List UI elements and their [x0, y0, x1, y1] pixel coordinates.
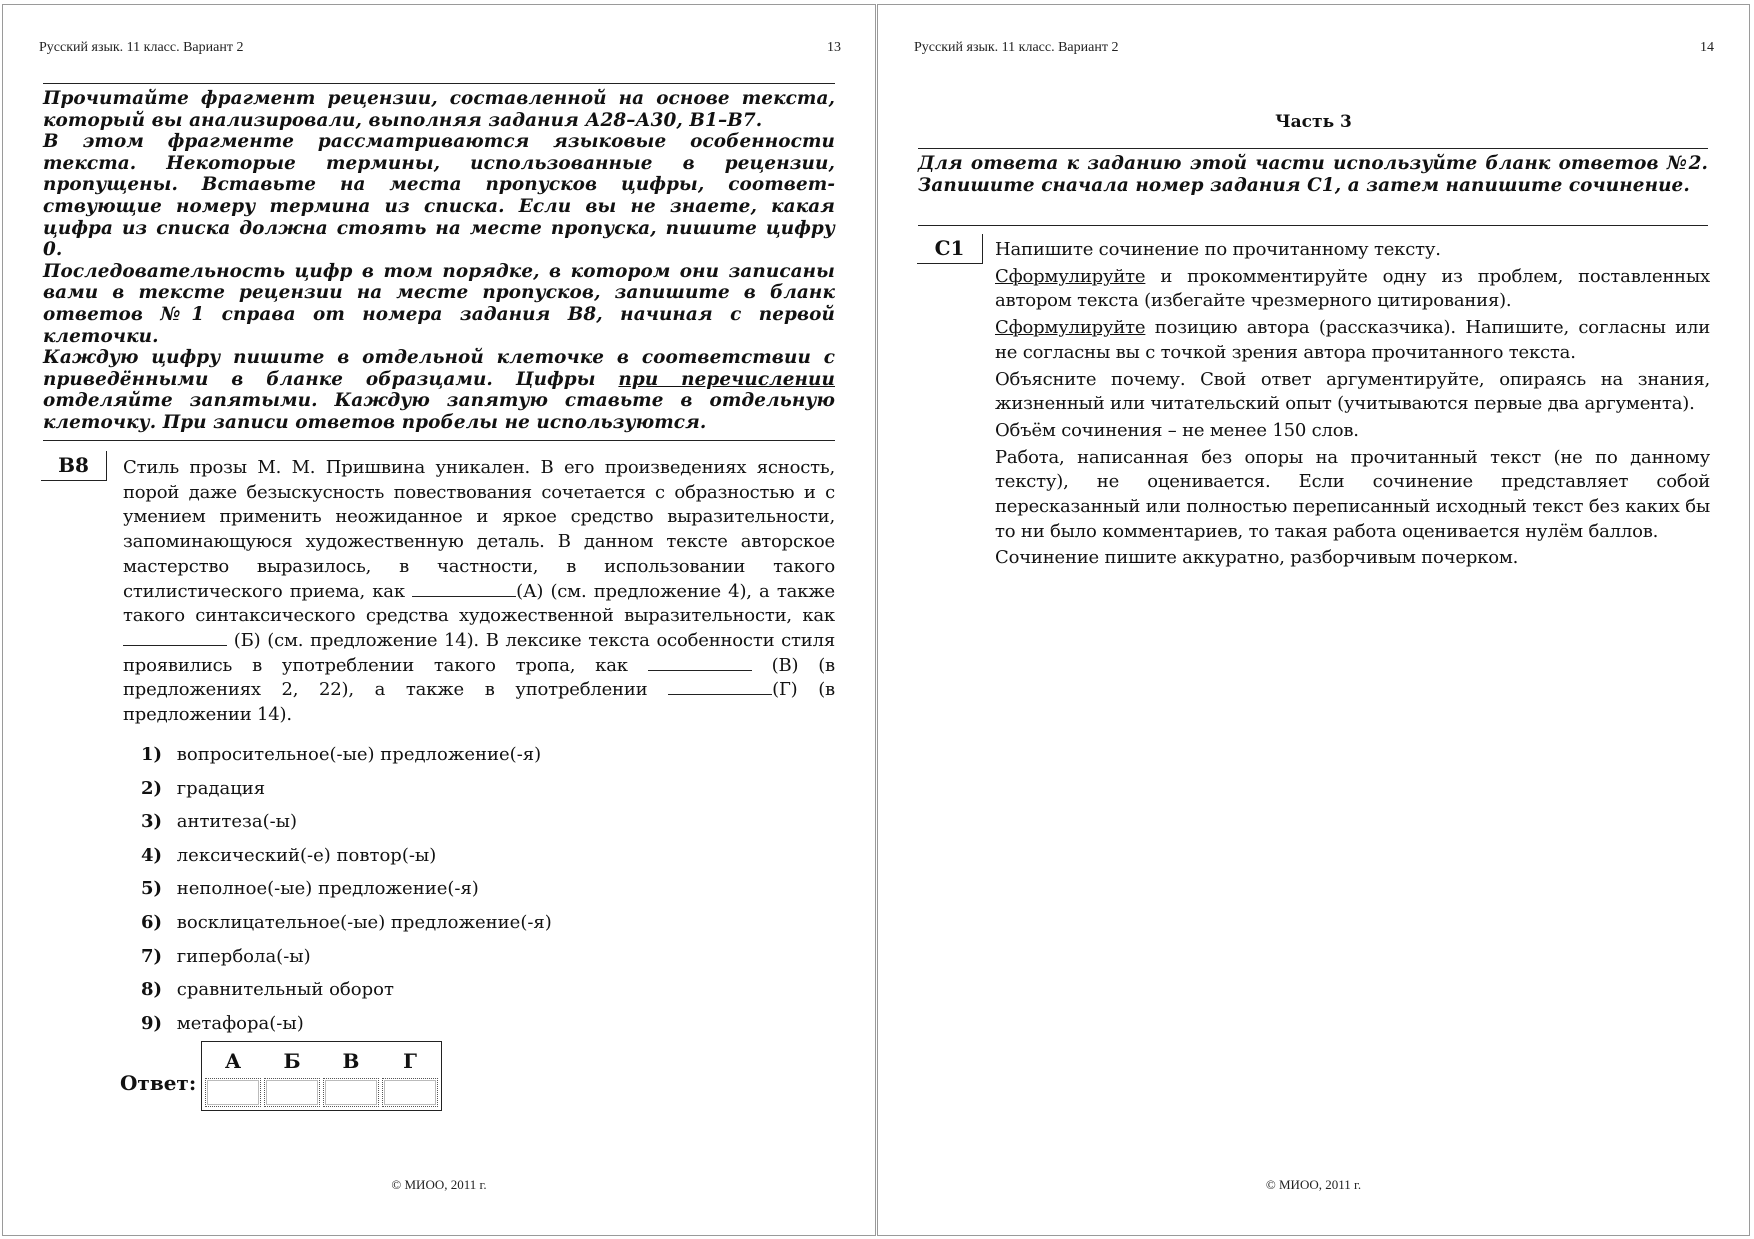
answer-column-letter: Г — [403, 1049, 417, 1073]
answer-cell-input[interactable] — [205, 1078, 261, 1107]
answer-column-letter: Б — [283, 1049, 301, 1073]
instructions-paragraph — [43, 347, 835, 433]
answer-column — [264, 1046, 320, 1107]
list-item: 6) восклицательное(-ые) предложение(-я) — [141, 911, 552, 933]
instructions-paragraph: Прочитайте фрагмент рецензии, составленной на основе текста, который вы анализировали, выполняя задания А28–А30, В1–В7. — [43, 88, 835, 131]
list-item: 8) сравнительный оборот — [141, 979, 394, 1001]
answer-cell-input[interactable] — [382, 1078, 438, 1107]
review-text-part: (Б) (см. предложение 14). В лексике текста особенности стиля проявились в употреблении такого тропа, как — [123, 629, 835, 676]
right-page — [877, 4, 1750, 1236]
list-item: 5) неполное(-ые) предложение(-я) — [141, 878, 479, 900]
page-header: Русский язык. 11 класс. Вариант 2 — [39, 40, 244, 55]
term-list — [141, 743, 552, 1045]
blank-b — [123, 632, 227, 646]
page-footer: © МИОО, 2011 г. — [391, 1177, 487, 1192]
review-text-part: Стиль прозы М. М. Пришвина уникален. В его произведениях ясность, порой даже безыскусность повествования сочетается с образностью и с умением применить неожиданное и яркое средство выразительности, запоминающуюся художественную деталь. В данном тексте авторское мастерство выразилось, в частности, в использовании такого стилистического приема, как — [123, 457, 835, 602]
page-header: Русский язык. 11 класс. Вариант 2 — [914, 40, 1119, 55]
blank-g — [668, 681, 772, 695]
task-paragraph: Объём сочинения – не менее 150 слов. — [995, 419, 1359, 441]
left-page — [2, 4, 876, 1236]
answer-column-letter: А — [224, 1049, 242, 1073]
list-item: 9) метафора(-ы) — [141, 1012, 304, 1034]
list-item: 2) градация — [141, 777, 266, 799]
instructions-paragraph: В этом фрагменте рассматриваются языковые особенности текста. Некоторые термины, использованные в рецензии, пропущены. Вставьте на места пропусков цифры, соответствующие номеру термина из списка. Если вы не знаете, какая цифра из списка должна стоять на месте пропуска, пишите цифру 0. — [43, 131, 835, 261]
instructions-text: Каждую цифру пишите в отдельной клеточке в соответствии с приведёнными в бланке образцами. Цифры — [43, 347, 835, 390]
answer-column — [382, 1046, 438, 1107]
task-paragraph: Напишите сочинение по прочитанному тексту. — [995, 239, 1441, 260]
task-label-b8: В8 — [41, 451, 107, 481]
task-instructions — [43, 83, 835, 441]
task-paragraph: Объясните почему. Свой ответ аргументируйте, опираясь на знания, жизненный или читательский опыт (учитываются первые два аргумента). — [995, 368, 1710, 415]
instructions-paragraph: Последовательность цифр в том порядке, в котором они записаны вами в тексте рецензии на месте пропусков, запишите в бланк ответов №1 справа от номера задания В8, начиная с первой клеточки. — [43, 260, 835, 347]
review-text-part: (Г) (в предложении 14). — [123, 679, 835, 726]
task-paragraph: Сформулируйте и прокомментируйте одну из проблем, поставленных автором текста (избегайте чрезмерного цитирования). — [995, 265, 1710, 312]
page-number: 13 — [827, 40, 841, 55]
review-text-part: (А) (см. предложение 4), а также такого синтаксического средства художественной выразительности, как — [123, 580, 835, 627]
review-text-part: (В) (в предложениях 2, 22), а также в употреблении — [123, 654, 835, 701]
list-item: 4) лексический(-е) повтор(-ы) — [141, 844, 437, 866]
answer-label: Ответ: — [120, 1071, 197, 1095]
task-label-c1: С1 — [917, 234, 983, 264]
answer-column-letter: В — [342, 1049, 360, 1073]
page-footer: © МИОО, 2011 г. — [1265, 1177, 1362, 1192]
blank-a — [412, 583, 516, 597]
list-item: 3) антитеза(-ы) — [141, 811, 298, 833]
list-item: 1) вопросительное(-ые) предложение(-я) — [141, 744, 542, 765]
page-number: 14 — [1700, 40, 1714, 55]
review-text — [123, 456, 835, 728]
list-item: 7) гипербола(-ы) — [141, 945, 311, 967]
answer-column — [323, 1046, 379, 1107]
answer-grid — [201, 1041, 442, 1111]
instructions-underlined-text: при перечислении — [618, 368, 835, 390]
part-title: Часть 3 — [1275, 112, 1352, 132]
task-paragraph: Сформулируйте позицию автора (рассказчика). Напишите, согласны или не согласны вы с точкой зрения автора прочитанного текста. — [995, 317, 1710, 363]
instructions-text: отделяйте запятыми. Каждую запятую ставьте в отдельную клеточку. При записи ответов пробелы не используются. — [43, 390, 835, 433]
essay-task-text — [995, 238, 1710, 573]
task-paragraph: Сочинение пишите аккуратно, разборчивым почерком. — [995, 547, 1519, 569]
part-instructions: Для ответа к заданию этой части используйте бланк ответов №2. Запишите сначала номер задания С1, а затем напишите сочинение. — [918, 148, 1708, 226]
answer-cell-input[interactable] — [264, 1078, 320, 1107]
answer-cell-input[interactable] — [323, 1078, 379, 1107]
answer-column — [205, 1046, 261, 1107]
blank-v — [648, 657, 752, 671]
task-paragraph: Работа, написанная без опоры на прочитанный текст (не по данному тексту), не оценивается. Если сочинение представляет собой пересказанный или полностью переписанный исходный текст без каких бы то ни было комментариев, то такая работа оценивается нулём баллов. — [995, 446, 1710, 542]
